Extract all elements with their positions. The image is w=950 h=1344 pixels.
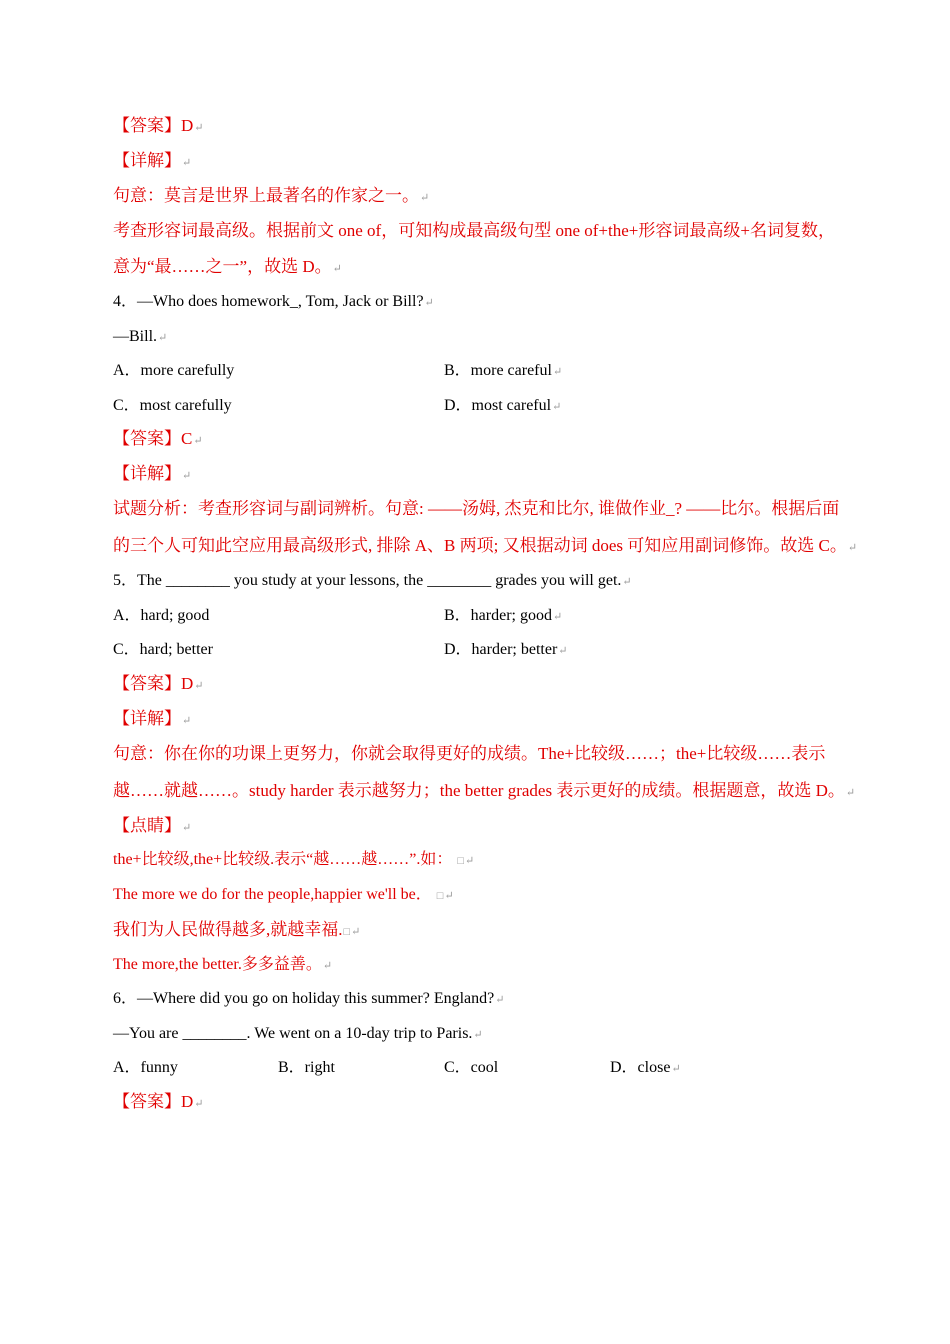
q6-option-b: B．right	[278, 1059, 335, 1076]
q6-option-c: C．cool	[444, 1059, 499, 1076]
q5-tip-label: 【点睛】↵	[113, 816, 192, 835]
q6-stem-1: 6．—Where did you go on holiday this summer? England?↵	[113, 990, 505, 1007]
q5-tip-1: the+比较级,the+比较级.表示“越……越……”.如： □↵	[113, 851, 475, 868]
q6-answer: 【答案】D↵	[113, 1092, 204, 1111]
q3-answer: 【答案】D↵	[113, 116, 204, 135]
q5-detail-label: 【详解】↵	[113, 709, 192, 728]
q5-option-b: B．harder; good↵	[444, 607, 563, 624]
q5-option-c: C．hard; better	[113, 641, 213, 658]
q5-explain-1: 句意：你在你的功课上更努力，你就会取得更好的成绩。The+比较级……；the+比较级……表示	[113, 744, 826, 763]
q4-option-d: D．most careful↵	[444, 397, 562, 414]
q6-option-d: D．close↵	[610, 1059, 681, 1076]
q4-option-a: A．more carefully	[113, 362, 235, 379]
q4-option-b: B．more careful↵	[444, 362, 563, 379]
q5-tip-3: 我们为人民做得越多,就越幸福.□↵	[113, 920, 361, 939]
q4-detail-label: 【详解】↵	[113, 464, 192, 483]
q3-explain-1: 句意：莫言是世界上最著名的作家之一。↵	[113, 186, 430, 205]
q4-explain-2: 的三个人可知此空应用最高级形式, 排除 A、B 两项; 又根据动词 does 可知应用副词修饰。故选 C。↵	[113, 536, 858, 555]
q4-option-c: C．most carefully	[113, 397, 232, 414]
q4-explain-1: 试题分析：考查形容词与副词辨析。句意: ——汤姆, 杰克和比尔, 谁做作业_? ——比尔。根据后面	[113, 499, 840, 518]
q6-option-a: A．funny	[113, 1059, 178, 1076]
q4-answer: 【答案】C↵	[113, 429, 203, 448]
q5-option-d: D．harder; better↵	[444, 641, 568, 658]
q3-detail-label: 【详解】↵	[113, 151, 192, 170]
q5-answer: 【答案】D↵	[113, 674, 204, 693]
q5-stem: 5．The ________ you study at your lessons, the ________ grades you will get.↵	[113, 572, 632, 589]
q5-tip-4: The more,the better.多多益善。↵	[113, 956, 333, 973]
q5-explain-2: 越……就越……。study harder 表示越努力；the better grades 表示更好的成绩。根据题意，故选 D。↵	[113, 781, 856, 800]
q5-option-a: A．hard; good	[113, 607, 210, 624]
q6-stem-2: —You are ________. We went on a 10-day trip to Paris.↵	[113, 1025, 483, 1042]
q4-stem-1: 4．—Who does homework_, Tom, Jack or Bill?↵	[113, 293, 434, 310]
q3-explain-3: 意为“最……之一”，故选 D。↵	[113, 257, 342, 276]
q3-explain-2: 考查形容词最高级。根据前文 one of，可知构成最高级句型 one of+the+形容词最高级+名词复数，	[113, 221, 835, 240]
q5-tip-2: The more we do for the people,happier we'll be． □↵	[113, 886, 454, 903]
q4-stem-2: —Bill.↵	[113, 328, 168, 345]
